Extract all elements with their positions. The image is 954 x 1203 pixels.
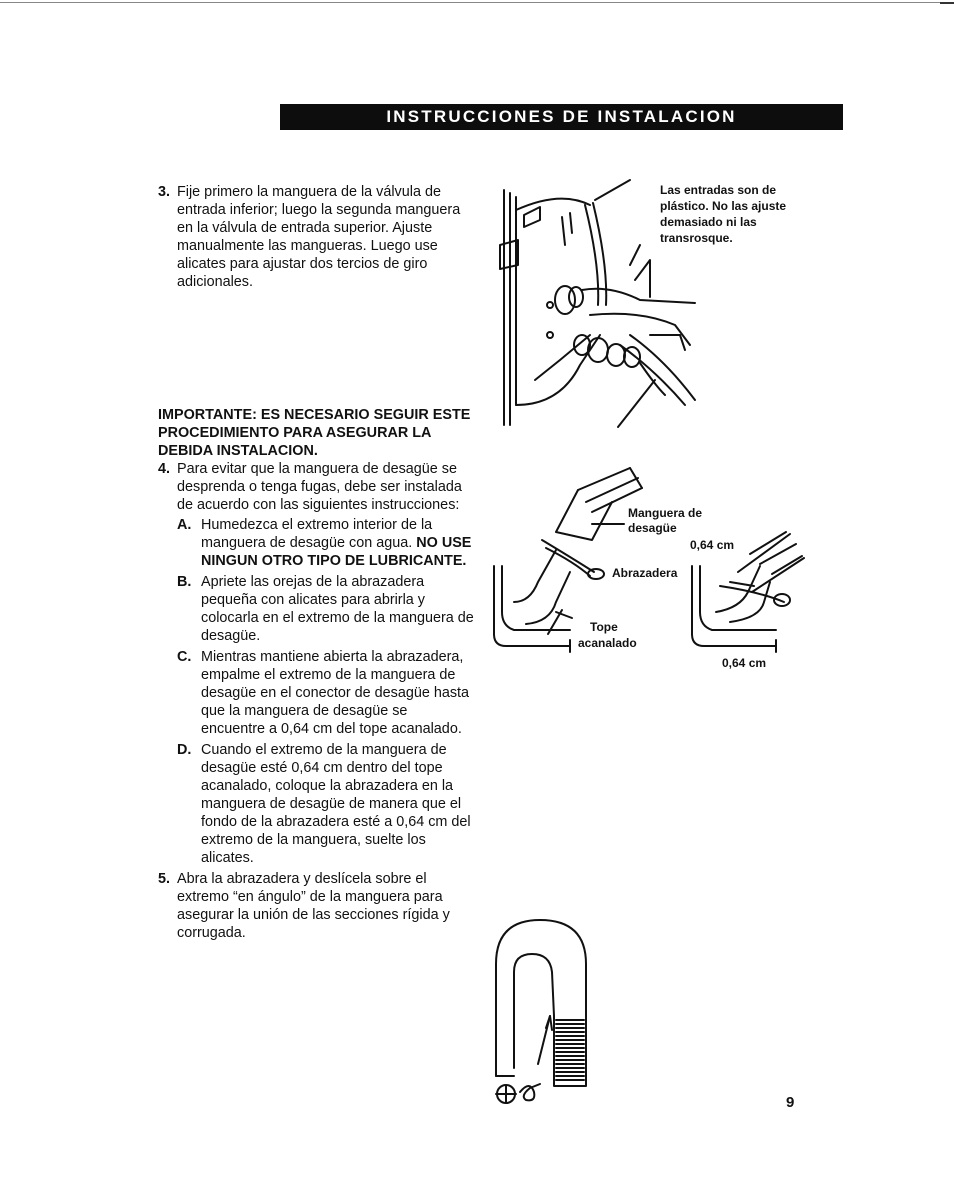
step-4-block: [158, 406, 474, 942]
step-4d: [158, 741, 474, 867]
label-acanalado: acanalado: [578, 636, 637, 650]
step-4a-warning: NO USE NINGUN OTRO TIPO DE LUBRICANTE.: [201, 535, 472, 569]
step-4d-letter: D.: [177, 742, 192, 758]
top-rule-mark: [940, 2, 954, 4]
step-4b-letter: B.: [177, 574, 192, 590]
step-5: [158, 870, 474, 942]
step-4d-text: Cuando el extremo de la manguera de desagüe esté 0,64 cm dentro del tope acanalado, coloque la abrazadera en la manguera de desagüe de manera que el fondo de la abrazadera esté a 0,64 cm del extremo de la manguera, suelte los alicates.: [201, 742, 471, 866]
label-desague: desagüe: [628, 521, 677, 535]
step-5-text: Abra la abrazadera y deslícela sobre el extremo “en ángulo” de la manguera para asegurar la unión de las secciones rígida y corrugada.: [177, 871, 450, 941]
section-header: INSTRUCCIONES DE INSTALACION: [280, 104, 843, 130]
step-4a-text: Humedezca el extremo interior de la manguera de desagüe con agua.: [201, 517, 433, 551]
step-4c: [158, 648, 474, 738]
label-tope: Tope: [590, 620, 618, 634]
step-4c-text: Mientras mantiene abierta la abrazadera, empalme el extremo de la manguera de desagüe en el conector de desagüe hasta que la manguera de desagüe se encuentre a 0,64 cm del tope acanalado.: [201, 649, 470, 737]
step-4-number: 4.: [158, 461, 171, 477]
step-4a: [158, 516, 474, 570]
step-4b: [158, 573, 474, 645]
step-5-number: 5.: [158, 871, 171, 887]
u-shaped-hose-illustration: [490, 916, 600, 1106]
step-3-text: Fije primero la manguera de la válvula de entrada inferior; luego la segunda manguera en la válvula de entrada superior. Ajuste manualmente las mangueras. Luego use alicates para ajustar dos tercios de giro adicionales.: [177, 184, 461, 290]
page-number: 9: [786, 1094, 795, 1111]
top-rule: [0, 2, 954, 3]
step-3: [158, 183, 474, 291]
drain-hose-clamp-illustration: [490, 462, 810, 662]
valves-caption: Las entradas son de plástico. No las ajuste demasiado ni las transrosque.: [660, 183, 787, 245]
label-distance-1: 0,64 cm: [690, 538, 735, 552]
label-abrazadera: Abrazadera: [612, 566, 678, 580]
step-4a-letter: A.: [177, 517, 192, 533]
important-notice: IMPORTANTE: ES NECESARIO SEGUIR ESTE PROCEDIMIENTO PARA ASEGURAR LA DEBIDA INSTALACION.: [158, 407, 471, 459]
label-distance-2: 0,64 cm: [722, 656, 767, 670]
step-4-text: Para evitar que la manguera de desagüe se desprenda o tenga fugas, debe ser instalada de acuerdo con las siguientes instrucciones:: [177, 461, 462, 513]
label-manguera: Manguera de: [628, 506, 703, 520]
step-4b-text: Apriete las orejas de la abrazadera pequeña con alicates para abrirla y colocarla en el extremo de la manguera de desagüe.: [201, 574, 474, 644]
step-3-number: 3.: [158, 184, 171, 200]
faucet-hoses-illustration: [490, 185, 705, 430]
step-4c-letter: C.: [177, 649, 192, 665]
